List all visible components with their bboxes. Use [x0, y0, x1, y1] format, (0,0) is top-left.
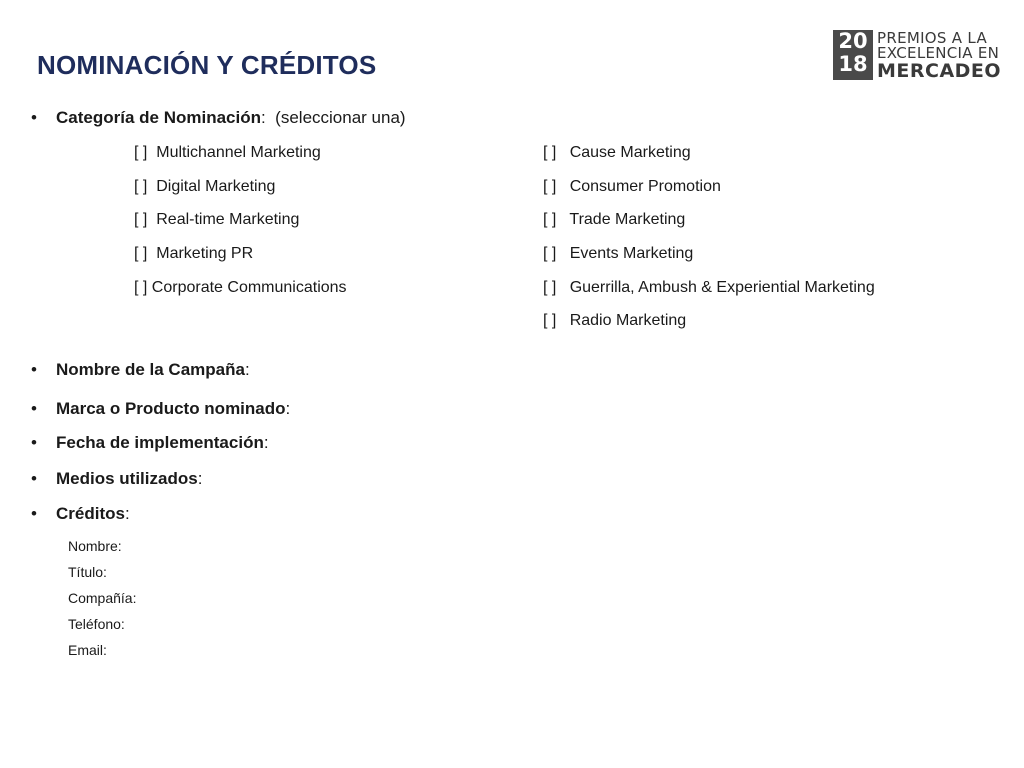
checkbox-bracket[interactable]: [ ] — [134, 211, 148, 228]
bullet-icon: • — [31, 433, 37, 452]
field-brand-product: • Marca o Producto nominado: — [31, 399, 291, 418]
option-guerrilla-ambush-experiential[interactable]: [ ] Guerrilla, Ambush & Experiential Marketing — [543, 279, 875, 296]
checkbox-bracket[interactable]: [ ] — [134, 245, 148, 262]
checkbox-bracket[interactable]: [ ] — [134, 279, 148, 296]
option-digital-marketing[interactable]: [ ] Digital Marketing — [134, 178, 276, 195]
category-hint: (seleccionar una) — [275, 108, 406, 127]
bullet-icon: • — [31, 504, 37, 523]
logo-text-line2: EXCELENCIA EN — [877, 44, 1000, 62]
checkbox-bracket[interactable]: [ ] — [543, 245, 557, 262]
bullet-icon: • — [31, 360, 37, 379]
option-corporate-communications[interactable]: [ ] Corporate Communications — [134, 279, 347, 296]
checkbox-bracket[interactable]: [ ] — [134, 178, 148, 195]
option-marketing-pr[interactable]: [ ] Marketing PR — [134, 245, 254, 262]
checkbox-bracket[interactable]: [ ] — [543, 178, 557, 195]
field-implementation-date: • Fecha de implementación: — [31, 433, 269, 452]
field-media-used: • Medios utilizados: — [31, 469, 203, 488]
field-campaign-name: • Nombre de la Campaña: — [31, 360, 250, 379]
awards-logo — [833, 29, 1001, 81]
option-trade-marketing[interactable]: [ ] Trade Marketing — [543, 211, 686, 228]
option-events-marketing[interactable]: [ ] Events Marketing — [543, 245, 694, 262]
credit-company: Compañía: — [68, 590, 137, 606]
page-title: NOMINACIÓN Y CRÉDITOS — [37, 50, 377, 80]
logo-year-badge: 20 18 — [833, 30, 873, 80]
checkbox-bracket[interactable]: [ ] — [543, 211, 557, 228]
credit-email: Email: — [68, 642, 107, 658]
bullet-icon: • — [31, 469, 37, 488]
field-credits: • Créditos: — [31, 504, 130, 523]
category-label: Categoría de Nominación — [56, 108, 261, 127]
checkbox-bracket[interactable]: [ ] — [543, 279, 557, 296]
checkbox-bracket[interactable]: [ ] — [134, 144, 148, 161]
credit-name: Nombre: — [68, 538, 122, 554]
option-cause-marketing[interactable]: [ ] Cause Marketing — [543, 144, 691, 161]
bullet-icon: • — [31, 108, 37, 127]
checkbox-bracket[interactable]: [ ] — [543, 312, 557, 329]
credit-title: Título: — [68, 564, 107, 580]
option-consumer-promotion[interactable]: [ ] Consumer Promotion — [543, 178, 721, 195]
logo-text-line3: MERCADEO — [877, 60, 1002, 82]
checkbox-bracket[interactable]: [ ] — [543, 144, 557, 161]
option-radio-marketing[interactable]: [ ] Radio Marketing — [543, 312, 687, 329]
option-multichannel-marketing[interactable]: [ ] Multichannel Marketing — [134, 144, 321, 161]
logo-text-line1: PREMIOS A LA — [877, 29, 987, 47]
option-real-time-marketing[interactable]: [ ] Real-time Marketing — [134, 211, 300, 228]
bullet-icon: • — [31, 399, 37, 418]
category-bullet: • Categoría de Nominación: (seleccionar una) — [31, 108, 406, 127]
credit-phone: Teléfono: — [68, 616, 125, 632]
